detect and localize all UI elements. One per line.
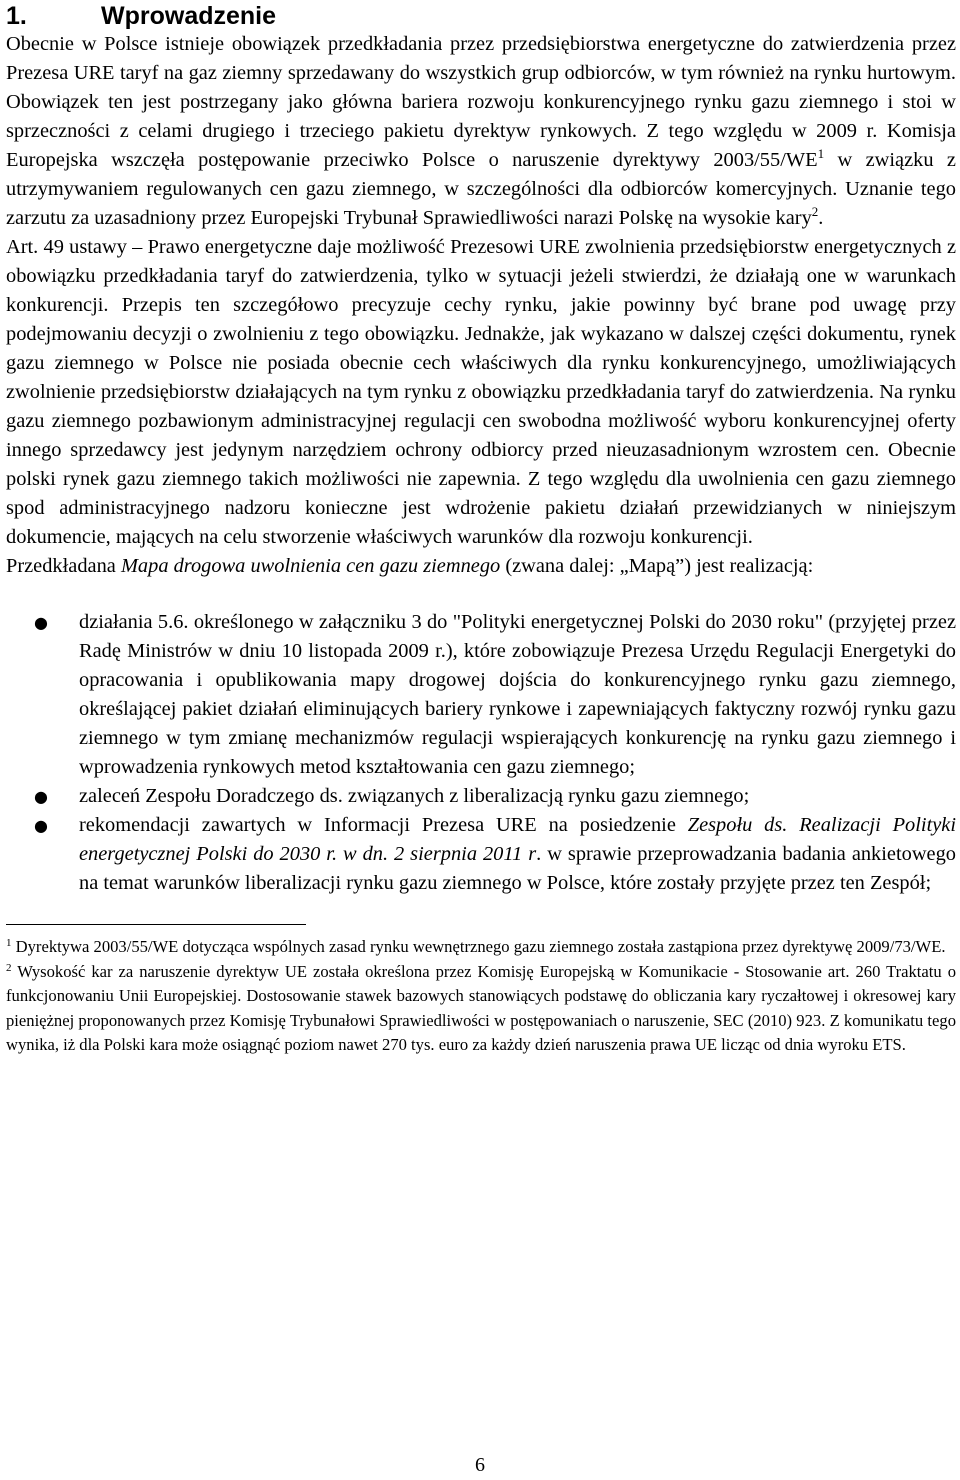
- list-item-text: działania 5.6. określonego w załączniku 3 do "Polityki energetycznej Polski do 2030 roku" (przyjętej przez Radę Ministrów w dniu 10 listopada 2009 r.), które zobowiązuje Prezesa Urzędu Regulacji Energetyki do opracowania i opublikowania mapy drogowej dojścia do konkurencyjnego rynku gazu ziemnego, określającej pakiet działań eliminujących bariery rynkowe i zapewniających faktyczny rozwój rynku gazu ziemnego w tym zmianę mechanizmów regulacji wspierających konkurencję na rynku gazu ziemnego i wprowadzenia rynkowych metod kształtowania cen gazu ziemnego;: [79, 611, 956, 778]
- footnotes: [6, 935, 956, 1058]
- footnote-mark-1: 1: [6, 937, 12, 949]
- bullet-icon: ●: [34, 613, 48, 632]
- footnote-2: [6, 960, 956, 1058]
- section-heading: [6, 2, 956, 30]
- bullet-icon: ●: [34, 816, 48, 835]
- list-item-italic: Zespołu ds. Realizacji Polityki energetycznej Polski do 2030 r. w dn. 2 sierpnia 2011 r: [79, 814, 956, 865]
- bullet-icon: ●: [34, 787, 48, 806]
- footnote-1: [6, 935, 956, 960]
- section-number: 1.: [6, 2, 27, 30]
- paragraph-art49: Art. 49 ustawy – Prawo energetyczne daje możliwość Prezesowi URE zwolnienia przedsiębiorstw energetycznych z obowiązku przedkładania taryf do zatwierdzenia, tylko w sytuacji jeżeli stwierdzi, że działają one w warunkach konkurencji. Przepis ten szczegółowo precyzuje cechy rynku, jakie powinny być brane pod uwagę przy podejmowaniu decyzji o zwolnieniu z tego obowiązku. Jednakże, jak wykazano w dalszej części dokumentu, rynek gazu ziemnego w Polsce nie posiada obecnie cech właściwych dla rynku konkurencyjnego, umożliwiających zwolnienie przedsiębiorstw działających na tym rynku z obowiązku przedkładania taryf do zatwierdzenia. Na rynku gazu ziemnego pozbawionym administracyjnej regulacji cen swobodna możliwość wyboru konkurencyjnej oferty innego sprzedawcy jest jedynym narzędziem ochrony odbiorcy przed nieuzasadnionym wzrostem cen. Obecnie polski rynek gazu ziemnego takich możliwości nie zapewnia. Z tego względu dla uwolnienia cen gazu ziemnego spod administracyjnego nadzoru konieczne jest wdrożenie pakietu działań przewidzianych w niniejszym dokumencie, mających na celu stworzenie właściwych warunków dla rozwoju konkurencji.: [6, 236, 956, 548]
- list-item: [6, 811, 956, 898]
- footnote-separator: [6, 924, 306, 925]
- list-item: [6, 782, 956, 811]
- realization-list: [6, 608, 956, 898]
- footnote-2-text: Wysokość kar za naruszenie dyrektyw UE została określona przez Komisję Europejską w Komunikacie - Stosowanie art. 260 Traktatu o funkcjonowaniu Unii Europejskiej. Dostosowanie stawek bazowych stanowiących podstawę do obliczania kary ryczałtowej i okresowej kary pieniężnej proponowanych przez Komisję Trybunałowi Sprawiedliwości w postępowaniach o naruszenie, SEC (2010) 923. Z komunikatu tego wynika, iż dla Polski kara może osiągnąć poziom nawet 270 tys. euro za każdy dzień naruszenia prawa UE licząc od dnia wyroku ETS.: [6, 961, 956, 1054]
- paragraph-roadmap-text-a: Przedkładana: [6, 555, 121, 577]
- body-text: [6, 30, 956, 898]
- footnote-ref-1[interactable]: 1: [817, 146, 825, 161]
- page-number: 6: [475, 1454, 485, 1476]
- footnote-ref-2[interactable]: 2: [811, 204, 819, 219]
- footnote-1-text: Dyrektywa 2003/55/WE dotycząca wspólnych zasad rynku wewnętrznego gazu ziemnego została zastąpiona przez dyrektywę 2009/73/WE.: [11, 937, 946, 956]
- list-item-text-a: rekomendacji zawartych w Informacji Prezesa URE na posiedzenie: [79, 814, 688, 836]
- paragraph-intro: [6, 30, 956, 233]
- list-item-text: zaleceń Zespołu Doradczego ds. związanych z liberalizacją rynku gazu ziemnego;: [79, 785, 750, 807]
- roadmap-title: Mapa drogowa uwolnienia cen gazu ziemnego: [120, 555, 501, 577]
- section-title: Wprowadzenie: [101, 2, 277, 30]
- list-item-text-b: . w sprawie przeprowadzania badania ankietowego na temat warunków liberalizacji rynku gazu ziemnego w Polsce, które zostały przyjęte przez ten Zespół;: [79, 843, 956, 894]
- paragraph-intro-text-b: w związku z utrzymywaniem regulowanych cen gazu ziemnego, w szczególności dla odbiorców komercyjnych. Uznanie tego zarzutu za uzasadniony przez Europejski Trybunał Sprawiedliwości narazi Polskę na wysokie kary: [6, 149, 956, 229]
- paragraph-intro-text-c: .: [818, 207, 824, 229]
- list-item: [6, 608, 956, 782]
- footnote-mark-2: 2: [6, 961, 12, 974]
- paragraph-roadmap-text-b: (zwana dalej: „Mapą”) jest realizacją:: [500, 555, 814, 577]
- document-page: [6, 0, 956, 1058]
- paragraph-intro-text-a: Obecnie w Polsce istnieje obowiązek przedkładania przez przedsiębiorstwa energetyczne do zatwierdzenia przez Prezesa URE taryf na gaz ziemny sprzedawany do wszystkich grup odbiorców, w tym również na rynku hurtowym. Obowiązek ten jest postrzegany jako główna bariera rozwoju konkurencyjnego rynku gazu ziemnego i stoi w sprzeczności z celami drugiego i trzeciego pakietu dyrektyw rynkowych. Z tego względu w 2009 r. Komisja Europejska wszczęła postępowanie przeciwko Polsce o naruszenie dyrektywy 2003/55/WE: [6, 33, 956, 171]
- paragraph-roadmap: [6, 552, 956, 581]
